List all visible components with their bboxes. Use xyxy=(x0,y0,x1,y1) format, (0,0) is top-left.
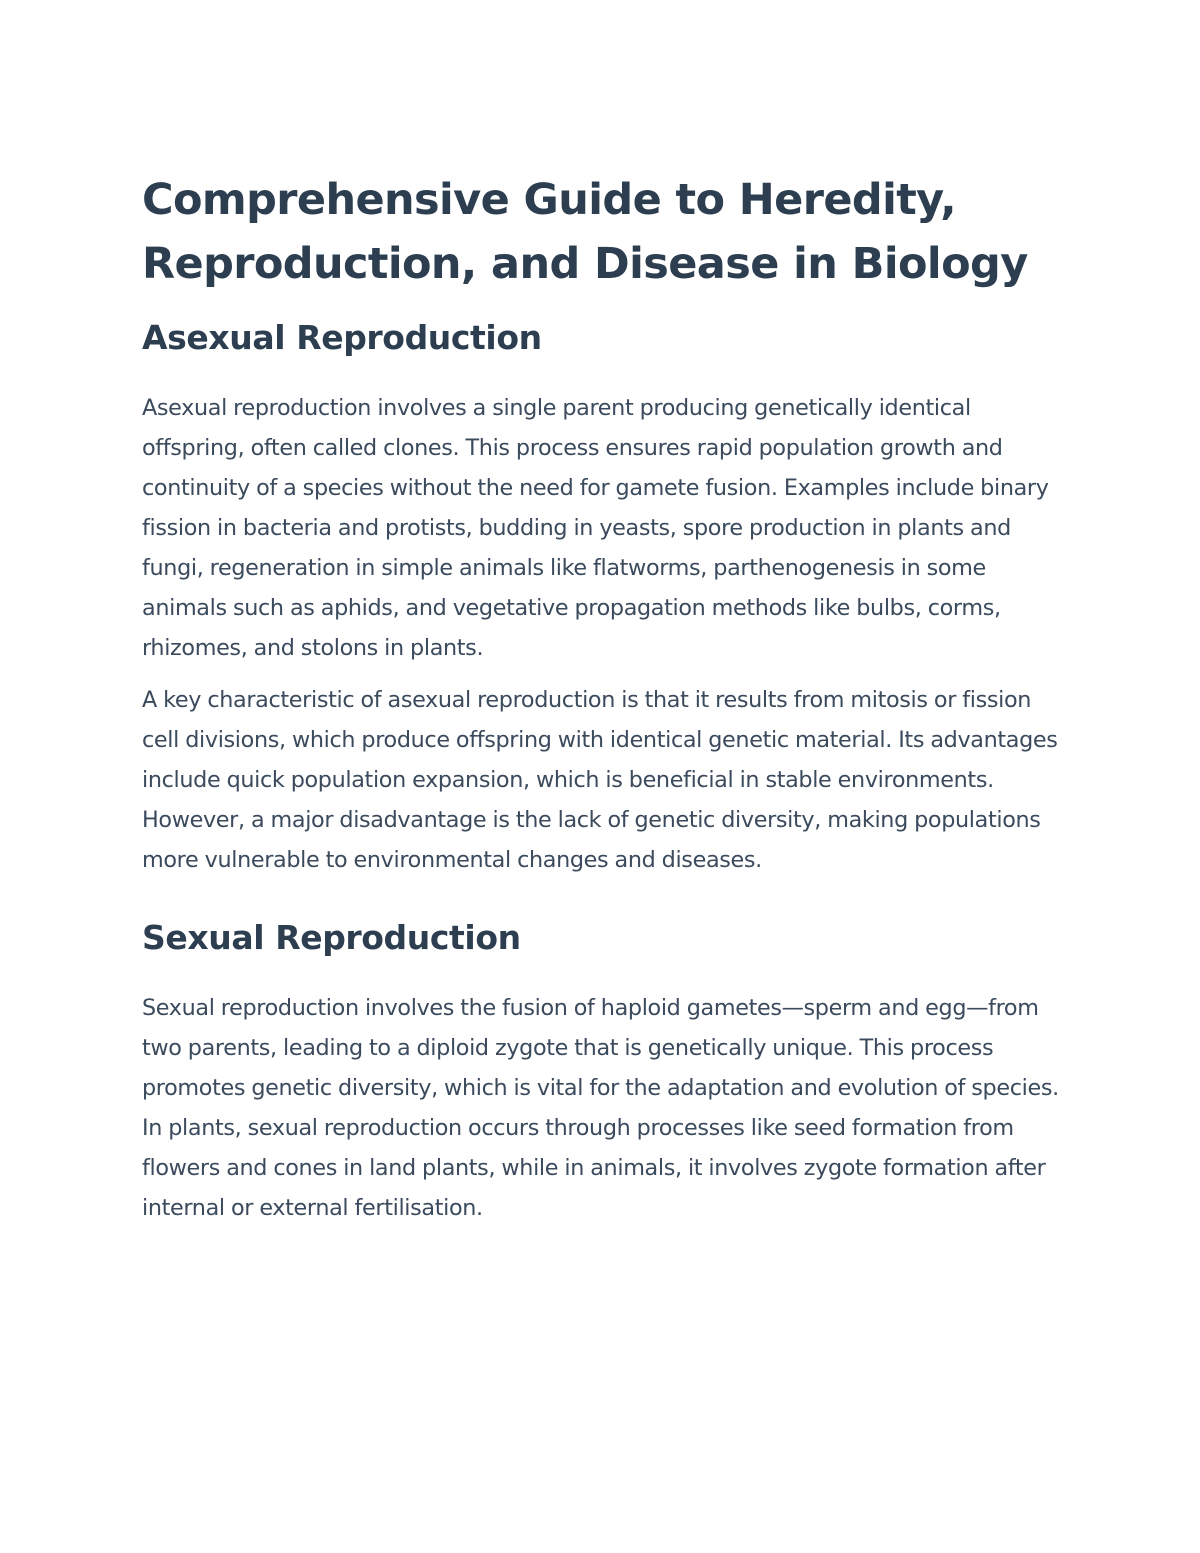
section-sexual-reproduction xyxy=(142,916,1062,1228)
document-title-line-1: Comprehensive Guide to Heredity, xyxy=(142,175,956,225)
section-heading-sexual-reproduction: Sexual Reproduction xyxy=(142,918,521,957)
document-title xyxy=(142,168,1062,296)
section-asexual-reproduction xyxy=(142,316,1062,880)
sexual-paragraph-1: Sexual reproduction involves the fusion of haploid gametes—sperm and egg—from two parents, leading to a diploid zygote that is genetically unique. This process promotes genetic diversity, which is vital for the adaptation and evolution of species. In plants, sexual reproduction occurs through processes like seed formation from flowers and cones in land plants, while in animals, it involves zygote formation after internal or external fertilisation. xyxy=(142,995,1059,1221)
asexual-paragraph-2: A key characteristic of asexual reproduction is that it results from mitosis or fission cell divisions, which produce offspring with identical genetic material. Its advantages include quick population expansion, which is beneficial in stable environments. However, a major disadvantage is the lack of genetic diversity, making populations more vulnerable to environmental changes and diseases. xyxy=(142,687,1058,873)
section-heading-asexual-reproduction: Asexual Reproduction xyxy=(142,318,542,357)
document-title-line-2: Reproduction, and Disease in Biology xyxy=(142,239,1028,289)
asexual-paragraph-1: Asexual reproduction involves a single parent producing genetically identical offspring, often called clones. This process ensures rapid population growth and continuity of a species without the need for gamete fusion. Examples include binary fission in bacteria and protists, budding in yeasts, spore production in plants and fungi, regeneration in simple animals like flatworms, parthenogenesis in some animals such as aphids, and vegetative propagation methods like bulbs, corms, rhizomes, and stolons in plants. xyxy=(142,395,1049,661)
document-content xyxy=(142,168,1062,1228)
